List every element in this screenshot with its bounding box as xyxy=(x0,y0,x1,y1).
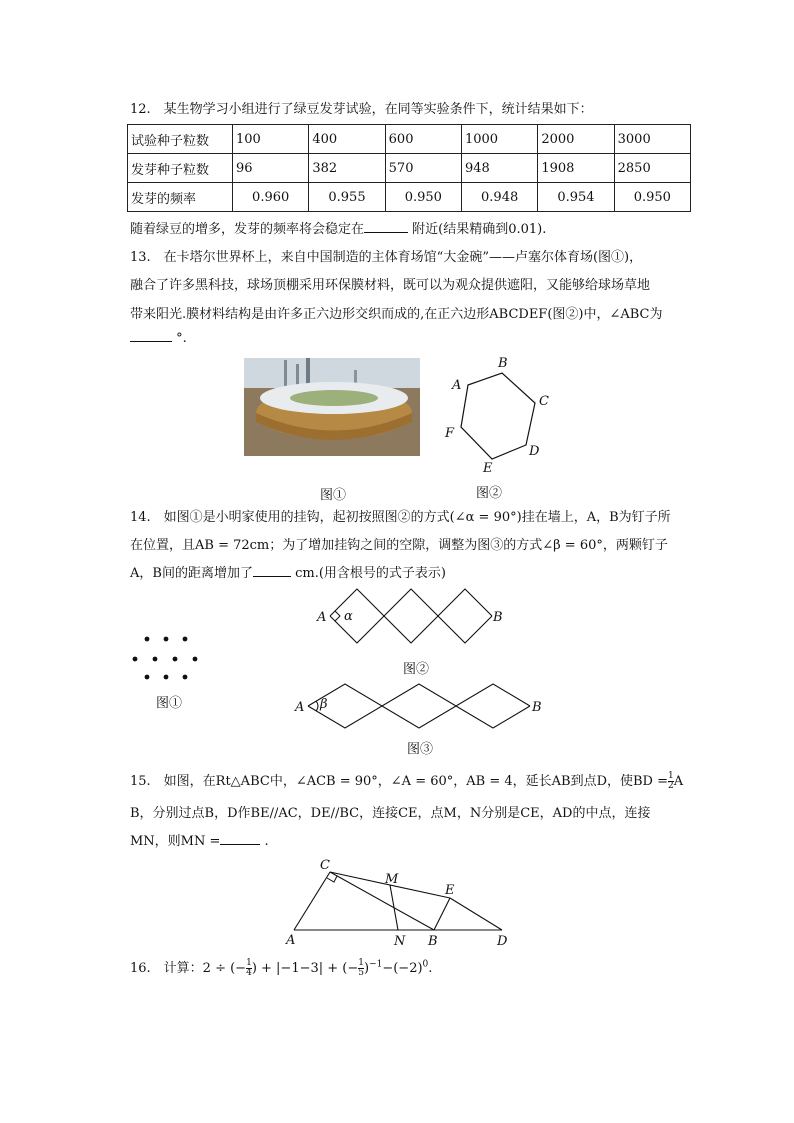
q15-line2: B，分别过点B，D作BE//AC，DE//BC，连接CE，点M，N分别是CE，AD的中点，连接 xyxy=(130,806,651,821)
table-row xyxy=(128,125,691,154)
label-beta: β xyxy=(320,697,328,712)
point-d-label: D xyxy=(497,934,508,949)
q16-text-tail: −(−2) xyxy=(382,961,423,976)
point-n-label: N xyxy=(394,934,406,949)
q12-tail xyxy=(130,218,546,237)
point-m-label: M xyxy=(385,872,399,887)
table-cell: 3000 xyxy=(614,125,690,154)
table-cell: 400 xyxy=(309,125,385,154)
figure-caption: 图① xyxy=(320,488,347,503)
q14-line3 xyxy=(130,562,446,581)
point-a-label: A xyxy=(286,933,296,948)
answer-blank xyxy=(364,232,408,233)
figure-caption: 图② xyxy=(476,486,503,501)
table-cell: 0.950 xyxy=(614,183,690,212)
hexagon-diagram xyxy=(440,355,560,480)
table-cell: 0.955 xyxy=(309,183,385,212)
table-cell: 1908 xyxy=(538,154,614,183)
q12-stem: 12. 某生物学习小组进行了绿豆发芽试验，在同等实验条件下，统计结果如下： xyxy=(130,102,593,117)
hexagon-label-f: F xyxy=(445,426,455,441)
row-label: 发芽种子粒数 xyxy=(128,154,233,183)
fraction-numerator: 1 xyxy=(246,958,252,968)
label-b: B xyxy=(532,700,542,715)
hook-figure-square xyxy=(312,588,512,648)
q13-line4 xyxy=(130,331,187,346)
hook-figure-rhombus xyxy=(290,680,550,730)
hexagon-label-e: E xyxy=(483,461,493,476)
point-b-label: B xyxy=(428,934,438,949)
stadium-photo xyxy=(244,358,420,456)
point-e-label: E xyxy=(445,883,455,898)
q13-line4-text: °. xyxy=(176,331,187,346)
fraction-denominator: 2 xyxy=(668,781,674,791)
q13-line2: 融合了许多黑科技，球场顶棚采用环保膜材料，既可以为观众提供遮阳，又能够给球场草地 xyxy=(130,278,651,293)
table-cell: 0.950 xyxy=(385,183,461,212)
answer-blank xyxy=(220,844,260,845)
hexagon-label-c: C xyxy=(539,394,549,409)
table-cell: 600 xyxy=(385,125,461,154)
answer-blank xyxy=(253,576,291,577)
exponent: 0 xyxy=(422,959,429,970)
table-cell: 382 xyxy=(309,154,385,183)
q16-text-end: . xyxy=(428,961,433,976)
label-alpha: α xyxy=(344,609,353,624)
hook-dots-figure xyxy=(128,632,208,682)
table-cell: 2850 xyxy=(614,154,690,183)
table-cell: 100 xyxy=(233,125,309,154)
fraction-numerator: 1 xyxy=(668,771,674,781)
q15-line3-text: MN，则MN = xyxy=(130,834,221,849)
label-a: A xyxy=(295,700,305,715)
q16-text-mid: ) + |−1−3| + (− xyxy=(251,961,359,976)
q16-line: 16. 计算：2 ÷ (− $\frac{1}{4}$ ) + |−1−3| + (− $\frac{1}{5}$ )$^{-1}-(-2)^0$. xyxy=(130,958,433,978)
table-row xyxy=(128,183,691,212)
q12-tail-text: 随着绿豆的增多，发芽的频率将会稳定在 xyxy=(130,222,365,237)
answer-blank xyxy=(130,341,172,342)
q15-line1-text-after: A xyxy=(673,774,684,789)
fraction-numerator: 1 xyxy=(358,958,364,968)
table-cell: 0.954 xyxy=(538,183,614,212)
q14-line3-text: A，B间的距离增加了 xyxy=(130,566,253,581)
table-cell: 948 xyxy=(461,154,537,183)
figure-caption: 图② xyxy=(403,662,430,677)
q14-line1: 14. 如图①是小明家使用的挂钩，起初按照图②的方式(∠α = 90°)挂在墙上，A，B为钉子所 xyxy=(130,510,671,525)
point-c-label: C xyxy=(320,858,330,873)
table-row xyxy=(128,154,691,183)
hexagon-shape xyxy=(461,373,535,459)
fraction xyxy=(358,959,364,978)
q15-line3 xyxy=(130,830,269,849)
hexagon-label-b: B xyxy=(498,356,508,371)
germination-table xyxy=(127,124,691,212)
fraction-denominator: 4 xyxy=(246,968,252,978)
table-cell: 0.960 xyxy=(233,183,309,212)
table-cell: 2000 xyxy=(538,125,614,154)
figure-caption: 图③ xyxy=(407,742,434,757)
label-a: A xyxy=(317,610,327,625)
table-cell: 0.948 xyxy=(461,183,537,212)
table-cell: 96 xyxy=(233,154,309,183)
q15-line1 xyxy=(130,770,683,791)
stadium-illustration xyxy=(244,358,420,456)
triangle-diagram xyxy=(282,856,522,951)
q13-line3: 带来阳光.膜材料结构是由许多正六边形交织而成的,在正六边形ABCDEF(图②)中，∠ABC为 xyxy=(130,307,663,322)
exponent: −1 xyxy=(369,959,383,970)
table-cell: 1000 xyxy=(461,125,537,154)
table-cell: 570 xyxy=(385,154,461,183)
fraction-denominator: 5 xyxy=(358,968,364,978)
hexagon-label-d: D xyxy=(529,444,540,459)
row-label: 试验种子粒数 xyxy=(128,125,233,154)
q14-line3-text-after: cm.(用含根号的式子表示) xyxy=(295,566,446,581)
q15-line3-text-after: . xyxy=(264,834,269,849)
q16-text: 16. 计算：2 ÷ (− xyxy=(130,961,247,976)
q15-line1-text: 15. 如图，在Rt△ABC中，∠ACB = 90°，∠A = 60°，AB = 4，延长AB到点D，使BD = xyxy=(130,774,669,789)
hexagon-label-a: A xyxy=(452,378,462,393)
q13-line1: 13. 在卡塔尔世界杯上，来自中国制造的主体育场馆“大金碗”——卢塞尔体育场(图①)， xyxy=(130,250,643,265)
q12-tail-text-after: 附近(结果精确到0.01). xyxy=(412,222,547,237)
q14-line2: 在位置，且AB = 72cm；为了增加挂钩之间的空隙，调整为图③的方式∠β = 60°，两颗钉子 xyxy=(130,538,668,553)
row-label: 发芽的频率 xyxy=(128,183,233,212)
figure-caption: 图① xyxy=(156,696,183,711)
label-b: B xyxy=(493,610,503,625)
